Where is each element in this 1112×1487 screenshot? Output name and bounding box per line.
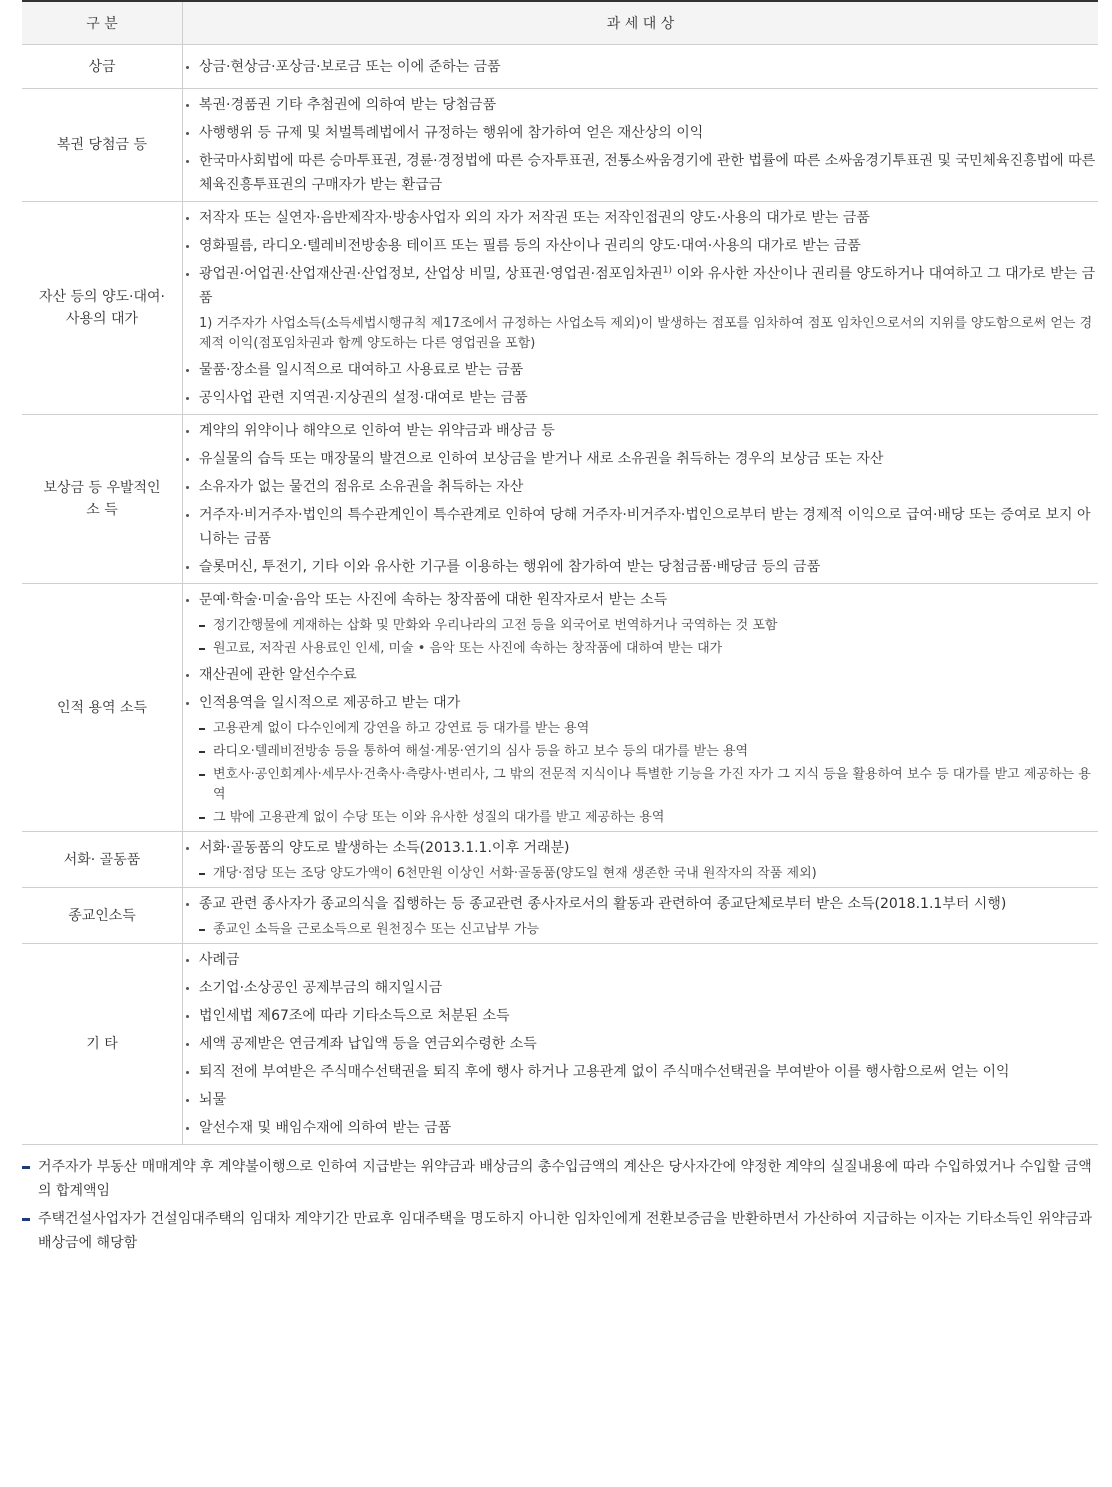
row-category: 복권 당첨금 등 bbox=[22, 89, 183, 202]
list-item: 계약의 위약이나 해약으로 인하여 받는 위약금과 배상금 등 bbox=[183, 419, 1098, 443]
row-category: 인적 용역 소득 bbox=[22, 584, 183, 832]
table-row bbox=[22, 415, 1098, 584]
list-item: 서화·골동품의 양도로 발생하는 소득(2013.1.1.이후 거래분) bbox=[183, 836, 1098, 860]
sub-item: 개당·점당 또는 조당 양도가액이 6천만원 이상인 서화·골동품(양도일 현재 생존한 국내 원작자의 작품 제외) bbox=[183, 864, 1098, 884]
page bbox=[22, 0, 1098, 1255]
list-item: 법인세법 제67조에 따라 기타소득으로 처분된 소득 bbox=[183, 1004, 1098, 1028]
note-item: 거주자가 부동산 매매계약 후 계약불이행으로 인하여 지급받는 위약금과 배상금의 총수입금액의 계산은 당사자간에 약정한 계약의 실질내용에 따라 수입하였거나 수입할 금액의 합계액임 bbox=[22, 1155, 1098, 1203]
note-item: 주택건설사업자가 건설임대주택의 임대차 계약기간 만료후 임대주택을 명도하지 아니한 임차인에게 전환보증금을 반환하면서 가산하여 지급하는 이자는 기타소득인 위약금과 배상금에 해당함 bbox=[22, 1207, 1098, 1255]
footnote-marker: 1) bbox=[662, 265, 672, 276]
table-header-row bbox=[22, 1, 1098, 45]
row-content bbox=[183, 832, 1099, 888]
list-item: 소유자가 없는 물건의 점유로 소유권을 취득하는 자산 bbox=[183, 475, 1098, 499]
table-row bbox=[22, 584, 1098, 832]
sub-item: 종교인 소득을 근로소득으로 원천징수 또는 신고납부 가능 bbox=[183, 920, 1098, 940]
list-item: 퇴직 전에 부여받은 주식매수선택권을 퇴직 후에 행사 하거나 고용관계 없이 주식매수선택권을 부여받아 이를 행사함으로써 얻는 이익 bbox=[183, 1060, 1098, 1084]
sub-item: 변호사·공인회계사·세무사·건축사·측량사·변리사, 그 밖의 전문적 지식이나 특별한 기능을 가진 자가 그 지식 등을 활용하여 보수 등 대가를 받고 제공하는 용역 bbox=[183, 765, 1098, 805]
row-content bbox=[183, 584, 1099, 832]
table-row bbox=[22, 832, 1098, 888]
list-item: 사행행위 등 규제 및 처벌특례법에서 규정하는 행위에 참가하여 얻은 재산상의 이익 bbox=[183, 121, 1098, 145]
row-content bbox=[183, 202, 1099, 415]
list-item: 문예·학술·미술·음악 또는 사진에 속하는 창작품에 대한 원작자로서 받는 소득 bbox=[183, 588, 1098, 612]
list-item: 물품·장소를 일시적으로 대여하고 사용료로 받는 금품 bbox=[183, 358, 1098, 382]
list-item: 영화필름, 라디오·텔레비전방송용 테이프 또는 필름 등의 자산이나 권리의 양도·대여·사용의 대가로 받는 금품 bbox=[183, 234, 1098, 258]
list-item bbox=[183, 262, 1098, 310]
table-row bbox=[22, 89, 1098, 202]
list-item: 복권·경품권 기타 추첨권에 의하여 받는 당첨금품 bbox=[183, 93, 1098, 117]
tax-table bbox=[22, 0, 1098, 1145]
row-category: 서화· 골동품 bbox=[22, 832, 183, 888]
list-item: 재산권에 관한 알선수수료 bbox=[183, 663, 1098, 687]
list-item: 알선수재 및 배임수재에 의하여 받는 금품 bbox=[183, 1116, 1098, 1140]
sub-item: 정기간행물에 게재하는 삽화 및 만화와 우리나라의 고전 등을 외국어로 번역하거나 국역하는 것 포함 bbox=[183, 616, 1098, 636]
list-item: 소기업·소상공인 공제부금의 해지일시금 bbox=[183, 976, 1098, 1000]
list-item: 공익사업 관련 지역권·지상권의 설정·대여로 받는 금품 bbox=[183, 386, 1098, 410]
list-item: 종교 관련 종사자가 종교의식을 집행하는 등 종교관련 종사자로서의 활동과 관련하여 종교단체로부터 받은 소득(2018.1.1부터 시행) bbox=[183, 892, 1098, 916]
row-category: 기 타 bbox=[22, 944, 183, 1145]
header-target: 과 세 대 상 bbox=[183, 1, 1099, 45]
table-row bbox=[22, 888, 1098, 944]
row-content bbox=[183, 944, 1099, 1145]
list-item: 유실물의 습득 또는 매장물의 발견으로 인하여 보상금을 받거나 새로 소유권을 취득하는 경우의 보상금 또는 자산 bbox=[183, 447, 1098, 471]
list-item: 상금·현상금·포상금·보로금 또는 이에 준하는 금품 bbox=[183, 55, 1098, 79]
sub-item: 라디오·텔레비전방송 등을 통하여 해설·계몽·연기의 심사 등을 하고 보수 등의 대가를 받는 용역 bbox=[183, 742, 1098, 762]
row-category: 상금 bbox=[22, 45, 183, 89]
row-content bbox=[183, 888, 1099, 944]
list-item: 사례금 bbox=[183, 948, 1098, 972]
list-item: 슬롯머신, 투전기, 기타 이와 유사한 기구를 이용하는 행위에 참가하여 받는 당첨금품·배당금 등의 금품 bbox=[183, 555, 1098, 579]
list-item: 인적용역을 일시적으로 제공하고 받는 대가 bbox=[183, 691, 1098, 715]
row-content bbox=[183, 89, 1099, 202]
header-category: 구 분 bbox=[22, 1, 183, 45]
table-row bbox=[22, 202, 1098, 415]
sub-item: 원고료, 저작권 사용료인 인세, 미술 • 음악 또는 사진에 속하는 창작품에 대하여 받는 대가 bbox=[183, 639, 1098, 659]
row-content bbox=[183, 45, 1099, 89]
row-category: 보상금 등 우발적인 소 득 bbox=[22, 415, 183, 584]
row-category: 종교인소득 bbox=[22, 888, 183, 944]
list-item: 저작자 또는 실연자·음반제작자·방송사업자 외의 자가 저작권 또는 저작인접권의 양도·사용의 대가로 받는 금품 bbox=[183, 206, 1098, 230]
list-item-text-cont: 이와 유사한 자산이나 권리를 양도하거나 대여하고 그 대가로 받는 금품 bbox=[199, 266, 1096, 306]
list-item: 뇌물 bbox=[183, 1088, 1098, 1112]
list-item: 한국마사회법에 따른 승마투표권, 경륜·경정법에 따른 승자투표권, 전통소싸움경기에 관한 법률에 따른 소싸움경기투표권 및 국민체육진흥법에 따른 체육진흥투표권의 구매자가 받는 환급금 bbox=[183, 149, 1098, 197]
list-item-text: 광업권·어업권·산업재산권·산업정보, 산업상 비밀, 상표권·영업권·점포임차권 bbox=[199, 266, 663, 282]
table-row bbox=[22, 45, 1098, 89]
notes bbox=[22, 1155, 1098, 1255]
row-category: 자산 등의 양도·대여· 사용의 대가 bbox=[22, 202, 183, 415]
footnote: 1) 거주자가 사업소득(소득세법시행규칙 제17조에서 규정하는 사업소득 제외)이 발생하는 점포를 임차하여 점포 임차인으로서의 지위를 양도함으로써 얻는 경제적 이익(점포임차권과 함께 양도하는 다른 영업권을 포함) bbox=[199, 316, 1093, 351]
table-row bbox=[22, 944, 1098, 1145]
row-content bbox=[183, 415, 1099, 584]
list-item: 세액 공제받은 연금계좌 납입액 등을 연금외수령한 소득 bbox=[183, 1032, 1098, 1056]
list-item: 거주자·비거주자·법인의 특수관계인이 특수관계로 인하여 당해 거주자·비거주자·법인으로부터 받는 경제적 이익으로 급여·배당 또는 증여로 보지 아니하는 금품 bbox=[183, 503, 1098, 551]
sub-item: 그 밖에 고용관계 없이 수당 또는 이와 유사한 성질의 대가를 받고 제공하는 용역 bbox=[183, 808, 1098, 828]
sub-item: 고용관계 없이 다수인에게 강연을 하고 강연료 등 대가를 받는 용역 bbox=[183, 719, 1098, 739]
